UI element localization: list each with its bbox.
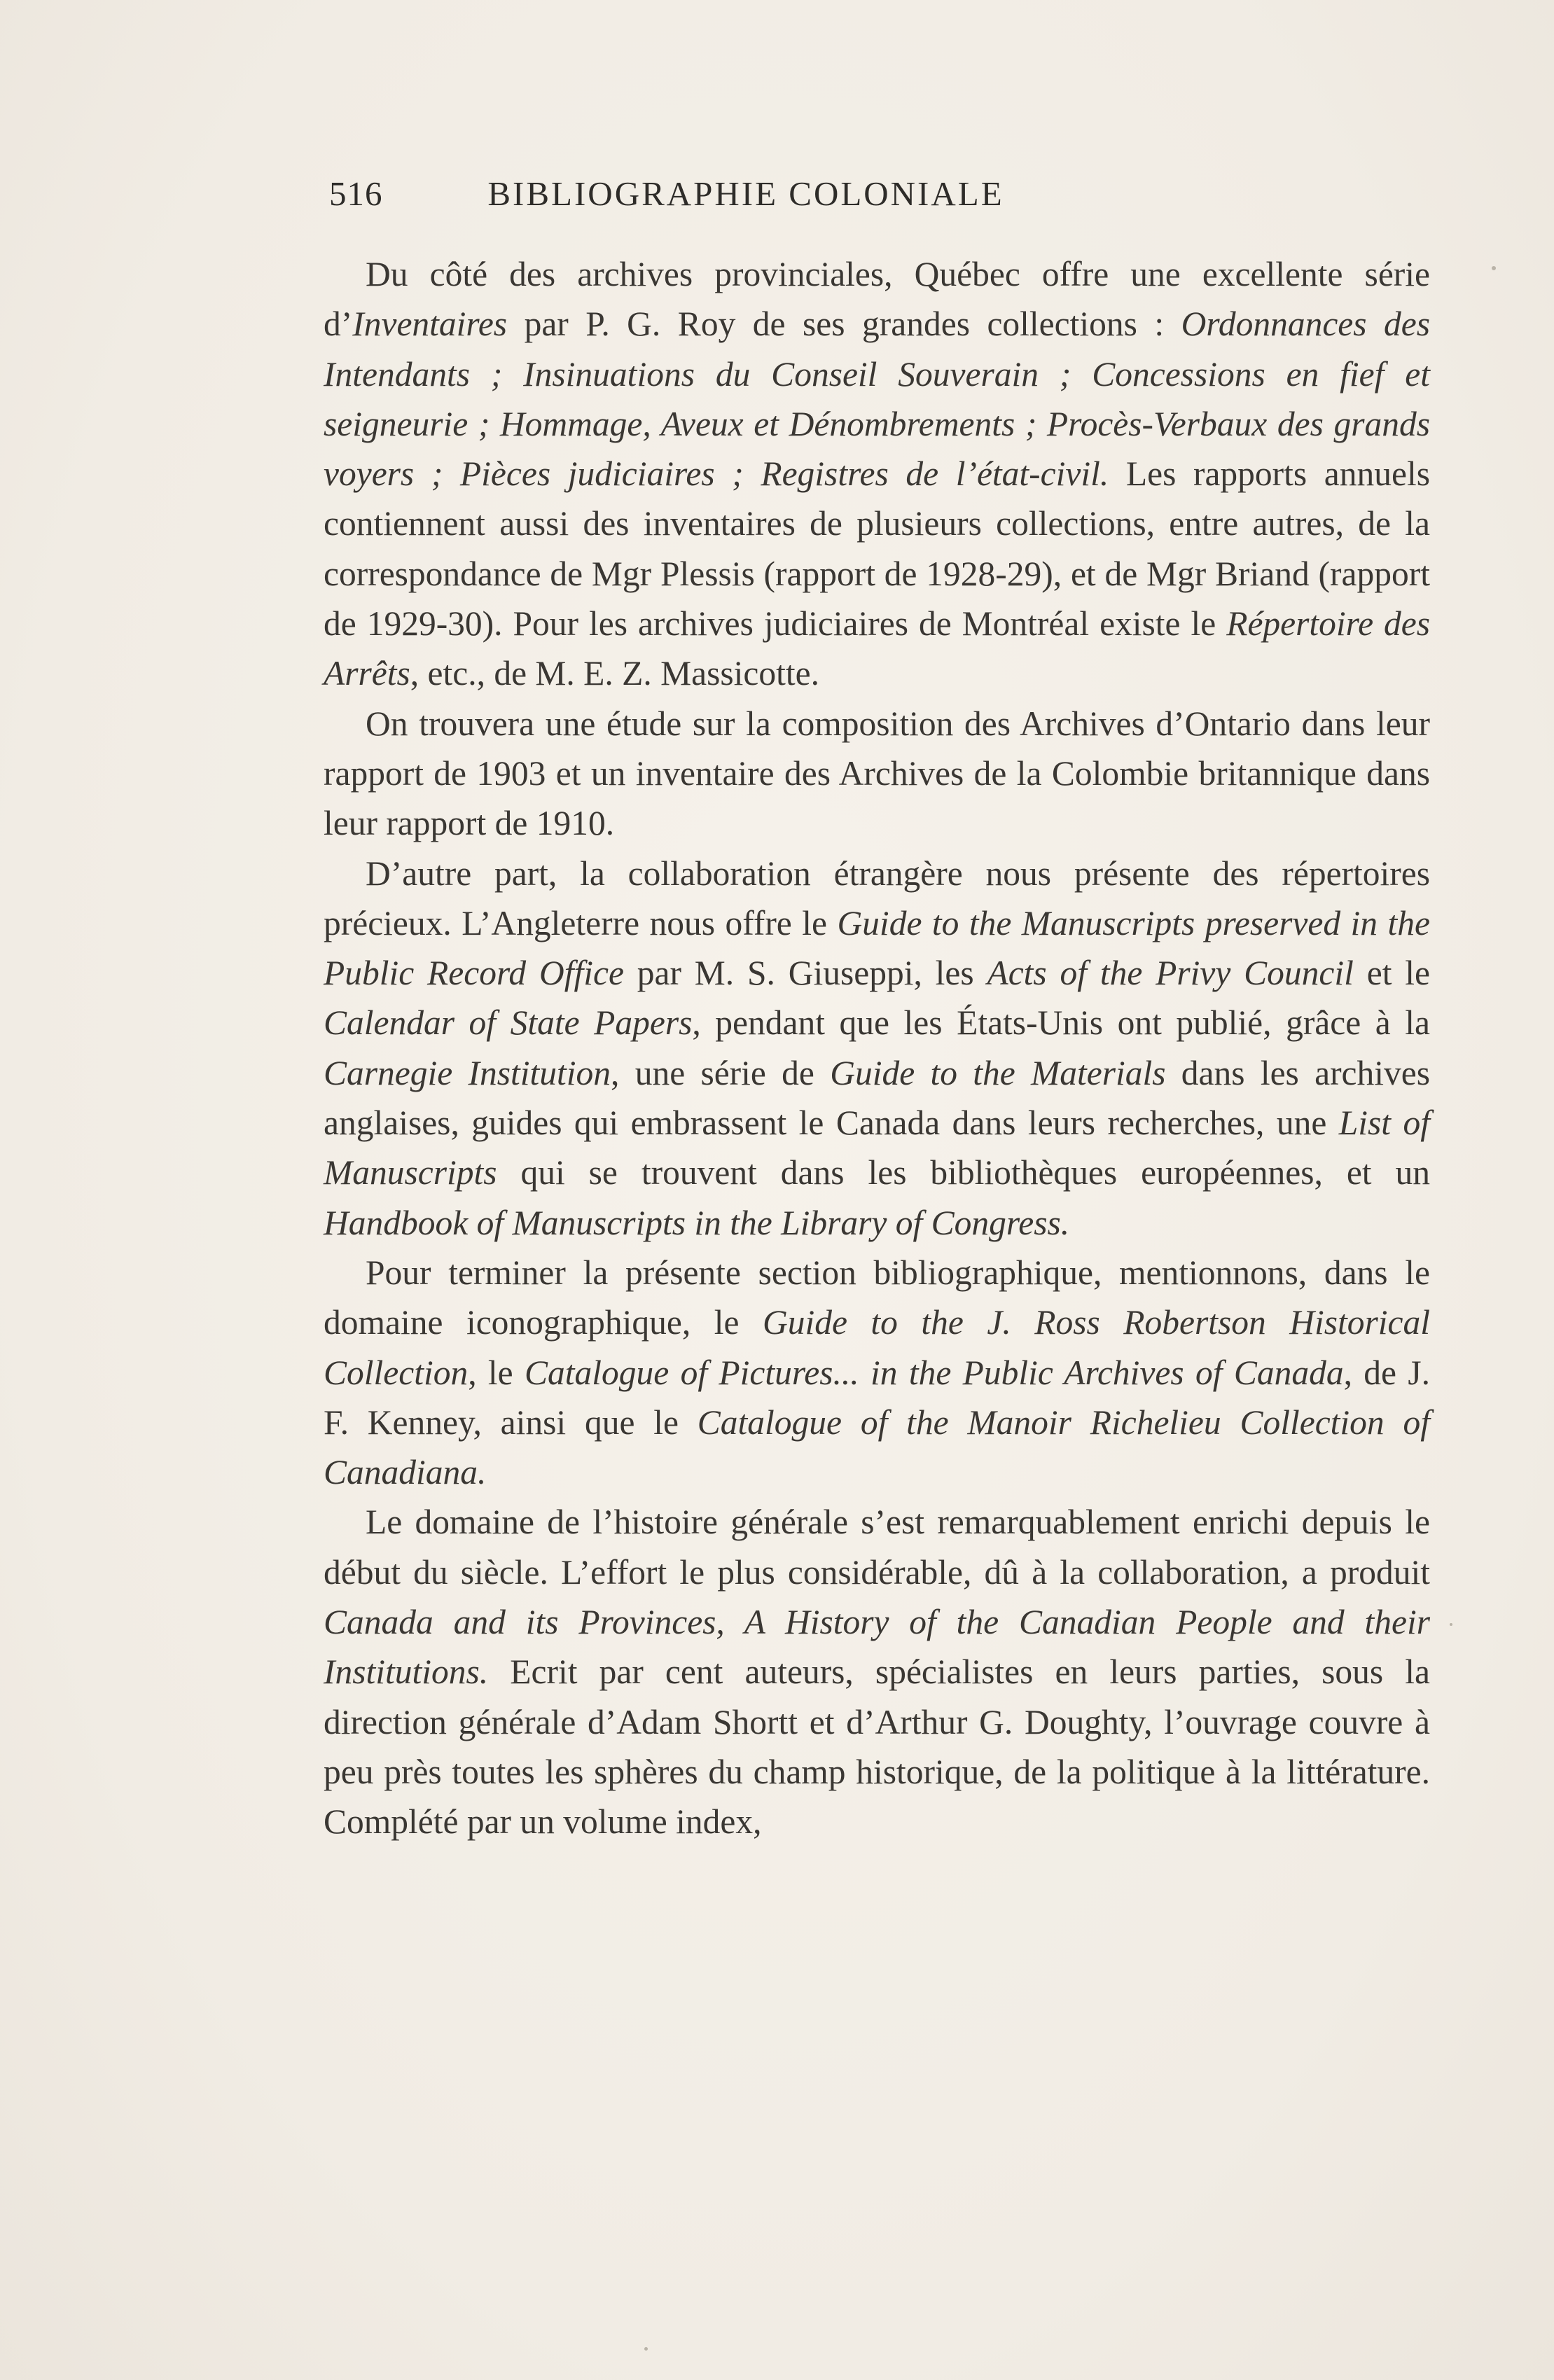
text-run: On trouvera une étude sur la composition des Archives d’Ontario dans leur rapport de 1903 et un inventaire des Archives de la Colombie britannique dans leur rapport de 1910. (324, 704, 1430, 843)
page-number: 516 (329, 174, 383, 213)
paragraph (324, 849, 1430, 1248)
paper-speck (1492, 266, 1496, 270)
text-run: Pour terminer la présente section bibliographique, mentionnons, dans le domaine iconographique, le (324, 1253, 1430, 1342)
text-run: par M. S. Giuseppi, les (623, 954, 987, 993)
text-run: Ecrit par cent auteurs, spécialistes en leurs parties, sous la direction générale d’Adam Shortt et d’Arthur G. Doughty, l’ouvrage couvre à peu près toutes les sphères du champ historique, de la politique à la littérature. Complété par un volume index, (324, 1652, 1430, 1842)
italic-title: Guide to the Materials (830, 1053, 1166, 1092)
italic-title: Guide to the Manuscripts preserved in the Public Record Office (324, 903, 1430, 993)
italic-title: Répertoire des Arrêts (324, 604, 1431, 693)
text-run: , etc., de M. E. Z. Massicotte. (410, 654, 819, 693)
italic-title: Catalogue of Pictures... in the Public Archives of Canada (525, 1353, 1344, 1392)
paper-speck (644, 2347, 648, 2351)
text-run: Du côté des archives provinciales, Québec offre une excellente série d’ (324, 255, 1430, 344)
text-run: qui se trouvent dans les bibliothèques européennes, et un (497, 1153, 1430, 1192)
text-run: Le domaine de l’histoire générale s’est remarquablement enrichi depuis le début du siècle. L’effort le plus considérable, dû à la collaboration, a produit (324, 1503, 1430, 1592)
body-text (324, 249, 1430, 1847)
text-run: , de J. F. Kenney, ainsi que le (324, 1353, 1430, 1442)
running-title: BIBLIOGRAPHIE COLONIALE (487, 174, 1004, 213)
italic-title: Carnegie Institution (324, 1053, 611, 1092)
text-run: et le (1353, 954, 1430, 993)
italic-title: Canada and its Provinces, A History of the Canadian People and their Institutions. (324, 1603, 1430, 1692)
text-run: , une série de (611, 1053, 831, 1092)
italic-title: Calendar of State Papers (324, 1003, 693, 1043)
text-run: D’autre part, la collaboration étrangère nous présente des répertoires précieux. L’Angleterre nous offre le (324, 854, 1430, 942)
paragraph (324, 249, 1430, 699)
text-run: , le (468, 1353, 525, 1392)
paragraph (324, 1497, 1430, 1846)
italic-title: Catalogue of the Manoir Richelieu Collection of Canadiana. (324, 1403, 1430, 1492)
italic-title: Ordonnances des Intendants ; Insinuations du Conseil Souverain ; Concessions en fief et seigneurie ; Hommage, Aveux et Dénombrements ; Procès-Verbaux des grands voyers ; Pièces judiciaires ; Registres de l’état-civil. (324, 305, 1430, 494)
page-header (329, 174, 1163, 223)
paragraph (324, 699, 1430, 849)
italic-title: Handbook of Manuscripts in the Library of Congress. (324, 1203, 1070, 1242)
paragraph (324, 1248, 1430, 1497)
text-run: par P. G. Roy de ses grandes collections : (507, 305, 1181, 344)
text-run: , pendant que les États-Unis ont publié, grâce à la (692, 1003, 1430, 1043)
text-run: Les rapports annuels contiennent aussi des inventaires de plusieurs collections, entre autres, de la correspondance de Mgr Plessis (rapport de 1928-29), et de Mgr Briand (rapport de 1929-30). Pour les archives judiciaires de Montréal existe le (324, 454, 1430, 643)
italic-title: Guide to the J. Ross Robertson Historical Collection (324, 1303, 1430, 1392)
paper-speck (1450, 1623, 1452, 1626)
italic-title: Inventaires (352, 305, 508, 344)
italic-title: Acts of the Privy Council (987, 954, 1354, 993)
italic-title: List of Manuscripts (324, 1104, 1430, 1192)
text-run: dans les archives anglaises, guides qui embrassent le Canada dans leurs recherches, une (324, 1053, 1431, 1143)
